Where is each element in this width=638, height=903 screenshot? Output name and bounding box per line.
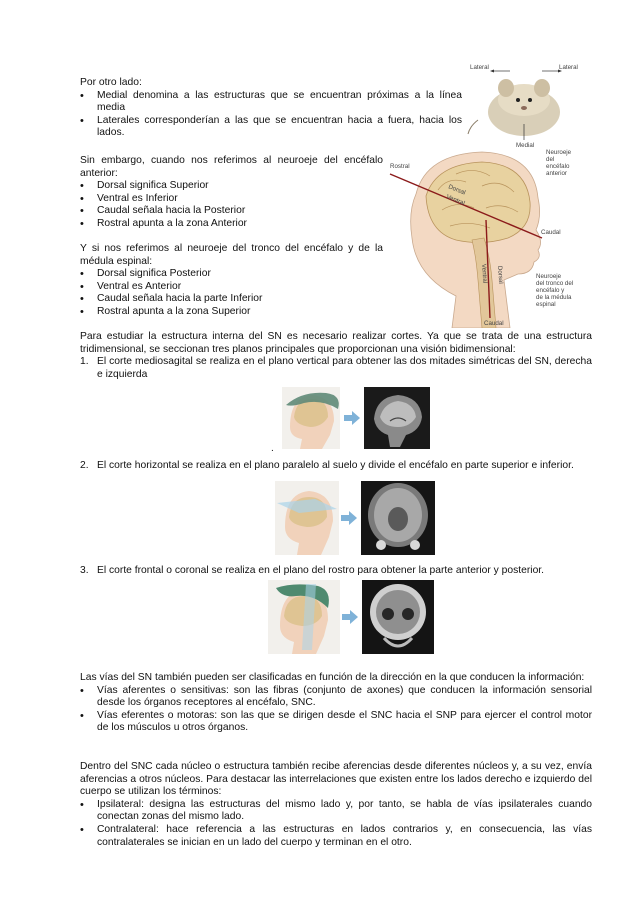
block-cut-2 [80,460,592,473]
head-neuroaxis-figure [386,146,596,328]
arrow-icon [342,610,358,624]
list-item-text: El corte frontal o coronal se realiza en el plano del rostro para obtener la parte anterior y posterior. [97,565,545,576]
list-item: • Laterales corresponderían a las que se encuentran hacia a fuera, hacia los lados. [80,115,462,140]
block-ipsi-contra [80,761,592,849]
list-item: • Contralateral: hace referencia a las estructuras en lados contrarios y, en consecuencia, las vías contralaterales se inician en un lado del cuerpo y terminan en el otro. [80,824,592,849]
list-item-text: El corte mediosagital se realiza en el plano vertical para obtener las dos mitades simétricas del SN, derecha e izquierda [97,356,592,380]
arrow-icon [341,511,357,525]
list-item: • Vías eferentes o motoras: son las que se dirigen desde el SNC hacia el SNP para ejercer el control motor de los músculos u otros órganos. [80,710,592,735]
intro-text: Las vías del SN también pueden ser clasificadas en función de la dirección en la que conducen la información: [80,672,585,683]
label-neuroeje-anterior: Neuroeje del encéfalo anterior [546,149,572,177]
intro-text: Y si nos referimos al neuroeje del tronco del encéfalo y de la médula espinal: [80,243,383,267]
list-item-cut-1 [80,356,592,381]
intro-text: Dentro del SNC cada núcleo o estructura también recibe aferencias desde diferentes núcleos y, a su vez, envía aferencias a otros núcleos. Para destacar las interrelaciones que existen entre los lados derecho e izquierdo del cuerpo se utilizan los términos: [80,761,592,798]
bullet-list [80,268,383,318]
sagittal-cut-figure [282,387,430,449]
list-number: 1. [80,356,89,368]
label-dorsal: Dorsal [447,183,467,197]
label-lateral-left: Lateral [470,64,489,71]
rat-figure [464,60,590,148]
intro-text: Sin embargo, cuando nos referimos al neuroeje del encéfalo anterior: [80,155,383,179]
block-cut-3 [80,565,592,578]
coronal-cut-figure [268,580,434,654]
arrow-icon [344,411,360,425]
list-number: 2. [80,460,89,471]
label-rostral: Rostral [390,163,410,170]
intro-text: Por otro lado: [80,77,142,88]
bullet-list [80,799,592,849]
label-caudal-1: Caudal [541,229,561,236]
label-neuroeje-tronco: Neuroeje del tronco del encéfalo y de la médula espinal [536,273,574,308]
label-dorsal-2: Dorsal [496,265,505,284]
block-medial-lateral [80,77,462,140]
block-cortes [80,331,592,381]
list-item-cut-2 [80,460,592,473]
label-medial: Medial [516,142,535,148]
list-item: • Dorsal significa Superior [80,180,383,193]
bullet-list [80,685,592,735]
block-neuroeje-anterior [80,155,383,231]
dot-marker: . [271,443,274,454]
bullet-list [80,90,462,140]
list-item: • Medial denomina a las estructuras que se encuentran próximas a la línea media [80,90,462,115]
numbered-list [80,460,592,473]
numbered-list [80,565,592,578]
cortes-paragraph: Para estudiar la estructura interna del SN es necesario realizar cortes. Ya que se trata de una estructura tridimensional, se seccionan tres planos principales que proporcionan una visión bidimensional: [80,331,592,355]
label-lateral-right: Lateral [559,64,578,71]
label-caudal-2: Caudal [484,320,504,327]
list-item: • Ventral es Anterior [80,281,383,294]
list-item: • Caudal señala hacia la Posterior [80,205,383,218]
numbered-list [80,356,592,381]
list-item: • Caudal señala hacia la parte Inferior [80,293,383,306]
label-ventral: Ventral [445,193,466,208]
list-item: • Vías aferentes o sensitivas: son las fibras (conjunto de axones) que conducen la información sensorial desde los órganos receptores al encéfalo, SNC. [80,685,592,710]
block-vias [80,672,592,735]
list-item-cut-3 [80,565,592,578]
bullet-list [80,180,383,230]
list-item-text: El corte horizontal se realiza en el plano paralelo al suelo y divide el encéfalo en parte superior e inferior. [97,460,574,471]
list-number: 3. [80,565,89,576]
list-item: • Dorsal significa Posterior [80,268,383,281]
horizontal-cut-figure [275,481,435,555]
list-item: • Ventral es Inferior [80,193,383,206]
block-neuroeje-tronco [80,243,383,319]
brain-icon [426,162,530,243]
list-item: • Rostral apunta a la zona Superior [80,306,383,319]
label-ventral-2: Ventral [480,263,489,284]
list-item: • Ipsilateral: designa las estructuras del mismo lado y, por tanto, se habla de vías ipsilaterales cuando conectan zonas del mismo lado. [80,799,592,824]
list-item: • Rostral apunta a la zona Anterior [80,218,383,231]
